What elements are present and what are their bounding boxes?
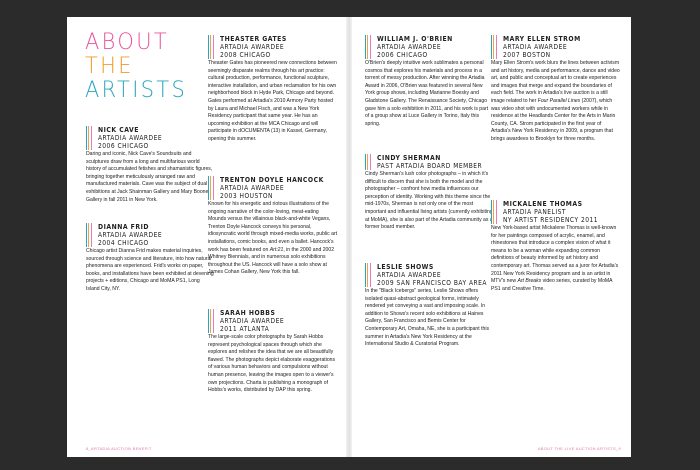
artist-text: Theaster Gates has pioneered new connections between seemingly disparate realms through his art practice: cultural production, performance, functional sculpture, interactive installation, and urban reclamation for his own neighborhood block in Hyde Park, Chicago and beyond. Gates performed at Artadia's 2010 Armory Party hosted by Laura and Michael Fisch, and was a New York Residency participant that same year. He has an upcoming exhibition at the MCA Chicago and will participate in dOCUMENTA (13) in Kassel, Germany, opening this summer.: [208, 60, 337, 142]
artist-role: ARTADIA PANELIST: [503, 208, 566, 216]
artist-text: [491, 60, 621, 144]
artist-header: [213, 35, 338, 59]
artist-name: MICKALENE THOMAS: [503, 200, 583, 208]
title-line-the: THE: [85, 54, 134, 79]
artist-bio-cindy-sherman: [365, 154, 493, 232]
artist-bio-dianna-frid: [86, 223, 214, 294]
artist-header: [370, 154, 493, 170]
artist-name: TRENTON DOYLE HANCOCK: [220, 176, 324, 184]
text-part: , in the 2000 and 2002 Whitney Biennials, and in numerous solo exhibitions throughout the US. Hancock will have a solo show at James Cohan Gallery, New York this fall.: [208, 246, 335, 276]
artist-name: NICK CAVE: [98, 126, 139, 134]
artist-text: Cindy Sherman's lush color photographs – in which it's difficult to discern that she is both the model and the photographer – confront how media influences our perception of identity. Working with this theme since the mid-1970s, Sherman is not only one of the most important and influential living artists (currently exhibiting at MoMA), she is also part of the Artadia community as a former board member.: [365, 171, 493, 231]
artist-header: [370, 35, 493, 59]
artist-header: [91, 126, 214, 150]
artist-name: CINDY SHERMAN: [377, 154, 441, 162]
artist-text: O'Brien's deeply intuitive work sublimates a personal cosmos that explores his materials and process in a torrent of messy production. After winning the Artadia Award in 2006, O'Brien was featured in several New York group shows, including Marianne Boesky and Gladstone Gallery. The Renaissance Society, Chicago gave him a solo exhibition in 2011, and his work is part of a group show at Luce Gallery in Torino, Italy this spring.: [365, 60, 489, 127]
artist-detail: 2011 ATLANTA: [220, 325, 270, 333]
artist-header: [213, 176, 338, 200]
artist-text: The large-scale color photographs by Sarah Hobbs represent psychological spaces through which she explores and relishes the idea that we are all beautifully flawed. The photographs depict elaborate exaggerations of various human behaviors and compulsions without human presence, leaving the images open to a viewer's own projections. Charta is publishing a monograph of Hobbs's works, distributed by DAP this spring.: [208, 334, 336, 394]
artist-bio-mary-ellen-strom: [491, 35, 621, 144]
artist-role: PAST ARTADIA BOARD MEMBER: [377, 162, 483, 170]
text-part: New York-based artist Mickalene Thomas is well-known for her paintings composed of acrylic, enamel, and rhinestones that introduce a complex vision of what it means to be a woman while expanding common definitions of beauty informed by art history and contemporary art. Thomas served as a juror for Artadia's 2011 New York Residency program and is an artist in MTV's new: [491, 225, 619, 285]
footer-left: 8_ARTADIA AUCTION BENEFIT: [86, 446, 152, 451]
artist-role: ARTADIA AWARDEE: [377, 43, 442, 51]
artist-text: Chicago artist Dianna Frid makes material inquiries, sourced through science and literature, into how natural phenomena are experienced. Frid's works on paper, books, and installations have been exhibited at devening projects + editions, Chicago and MoMA PS1, Long Island City, NY.: [86, 248, 214, 292]
artist-detail: 2009 SAN FRANCISCO BAY AREA: [377, 279, 487, 287]
footer-right: ABOUT THE LIVE AUCTION ARTISTS_9: [537, 446, 621, 451]
artist-role: ARTADIA AWARDEE: [503, 43, 568, 51]
text-emphasis: Art:21: [269, 246, 284, 253]
text-emphasis: Art Breaks: [517, 278, 542, 285]
title-line-artists: ARTISTS: [85, 78, 188, 103]
artist-bio-trenton-doyle-hancock: [208, 176, 338, 277]
artist-bio-mickalene-thomas: [491, 200, 621, 293]
artist-text: [491, 225, 621, 293]
artist-name: WILLIAM J. O'BRIEN: [377, 35, 453, 43]
artist-name: MARY ELLEN STROM: [503, 35, 581, 43]
text-part: Known for his energetic and riotous illustrations of the ongoing narrative of the color-loving, meat-eating Mounds versus the villainous black-and-white Vegans, Trenton Doyle Hancock conveys his personal, idiosyncratic world through mixed-media works, public art installations, comic books, and even a ballet. Hancock's work has been featured on: [208, 201, 338, 253]
artist-bio-sarah-hobbs: [208, 309, 338, 395]
artist-role: ARTADIA AWARDEE: [220, 184, 285, 192]
artist-role: ARTADIA AWARDEE: [98, 134, 163, 142]
page-gutter: [346, 17, 352, 457]
artist-bio-william-obrien: [365, 35, 493, 128]
text-part: (2007), which was video shot with undocumented workers while in residence at the Headlands Center for the Arts in Marin County, CA. Strom participated in the first year of Artadia's New York Residency in 2009, a program that brings awardees to Brooklyn for three months.: [491, 97, 616, 142]
artist-bio-leslie-shows: [365, 263, 493, 349]
artist-header: [213, 309, 338, 333]
artist-text: In the "Black Icebergs" series, Leslie Shows offers isolated quasi-abstract geological forms, intimately rendered yet conveying a vast and imposing scale. In addition to Shows's recent solo exhibitions at Haines Gallery, San Francisco and Bemis Center for Contemporary Art, Omaha, NE, she is a participant this summer in Artadia's New York Residency at the International Studio & Curatorial Program.: [365, 288, 490, 348]
artist-header: [496, 200, 621, 224]
artist-bio-nick-cave: [86, 126, 214, 204]
artist-role: ARTADIA AWARDEE: [220, 43, 285, 51]
artist-detail: 2006 CHICAGO: [377, 51, 428, 59]
text-part: Mary Ellen Strom's work blurs the lines between activism and art history, media and performance, dance and video art, and public and conceptual art to create experiences and images that merge and expand the boundaries of each field. The work in Artadia's live auction is a still image related to her: [491, 60, 620, 104]
artist-detail: 2007 BOSTON: [503, 51, 551, 59]
artist-role: ARTADIA AWARDEE: [220, 317, 285, 325]
artist-name: SARAH HOBBS: [220, 309, 276, 317]
artist-header: [370, 263, 493, 287]
artist-role: ARTADIA AWARDEE: [377, 271, 442, 279]
artist-text: [208, 201, 338, 277]
page-title: [85, 31, 187, 103]
text-emphasis: Four Parallel Lines: [537, 97, 581, 104]
artist-detail: NY ARTIST RESIDENCY 2011: [503, 216, 599, 224]
artist-role: ARTADIA AWARDEE: [98, 231, 163, 239]
artist-header: [496, 35, 621, 59]
artist-name: LESLIE SHOWS: [377, 263, 434, 271]
artist-header: [91, 223, 214, 247]
artist-name: DIANNA FRID: [98, 223, 149, 231]
artist-bio-theaster-gates: [208, 35, 338, 144]
artist-detail: 2003 HOUSTON: [220, 192, 273, 200]
title-line-about: ABOUT: [85, 30, 170, 55]
text-part: video series, curated by MoMA PS1 and Creative Time.: [491, 278, 613, 292]
artist-detail: 2008 CHICAGO: [220, 51, 271, 59]
artist-detail: 2004 CHICAGO: [98, 239, 149, 247]
artist-name: THEASTER GATES: [220, 35, 287, 43]
spread-page: [67, 17, 631, 457]
artist-text: Daring and iconic, Nick Cave's Soundsuits and sculptures draw from a long and multifarious world history of accumulated fetishes and shamanistic figures, bringing together meticulously arranged raw and manufactured materials. Cave was the subject of dual exhibitions at Jack Shainman Gallery and Mary Boone Gallery in fall 2011 in New York.: [86, 151, 213, 203]
artist-detail: 2006 CHICAGO: [98, 142, 149, 150]
